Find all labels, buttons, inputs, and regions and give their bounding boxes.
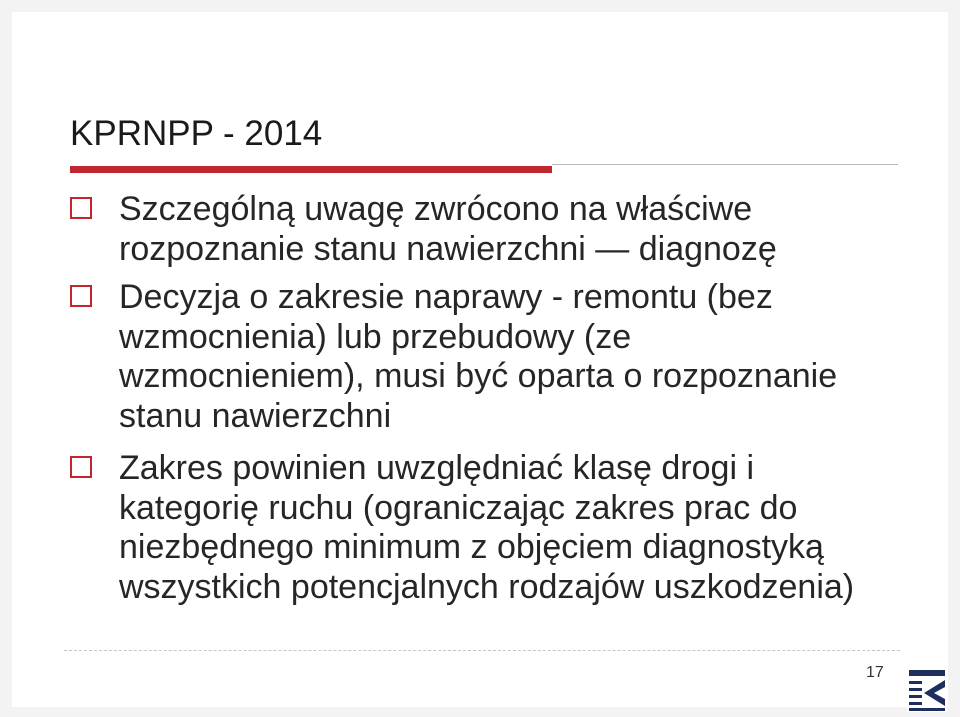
bullet-line: wzmocnienia) lub przebudowy (ze <box>119 317 632 356</box>
logo <box>907 668 947 712</box>
title-underline-accent <box>70 166 552 173</box>
bullet-line: Decyzja o zakresie naprawy - remontu (bez <box>119 278 773 316</box>
hollow-square-bullet-icon <box>70 456 92 478</box>
bullet-line: Zakres powinien uwzględniać klasę drogi i <box>119 449 754 487</box>
bullet-line: stanu nawierzchni <box>119 396 392 435</box>
bullet-text <box>119 278 837 436</box>
slide-title: KPRNPP - 2014 <box>70 114 323 153</box>
footer-divider <box>64 650 900 651</box>
bullet-text <box>119 449 854 607</box>
bullet-line: kategorię ruchu (ograniczając zakres prac do <box>119 488 798 527</box>
bullet-line: rozpoznanie stanu nawierzchni — diagnozę <box>119 229 777 268</box>
road-logo-icon <box>907 668 947 712</box>
bullet-line: wszystkich potencjalnych rodzajów uszkodzenia) <box>119 567 855 606</box>
page-number: 17 <box>866 664 884 681</box>
bullet-line: Szczególną uwagę zwrócono na właściwe <box>119 190 753 228</box>
bullet-line: wzmocnieniem), musi być oparta o rozpoznanie <box>119 357 838 395</box>
hollow-square-bullet-icon <box>70 285 92 307</box>
title-underline-thin <box>552 164 898 165</box>
bullet-text <box>119 190 777 269</box>
bullet-line: niezbędnego minimum z objęciem diagnostyką <box>119 528 824 566</box>
hollow-square-bullet-icon <box>70 197 92 219</box>
